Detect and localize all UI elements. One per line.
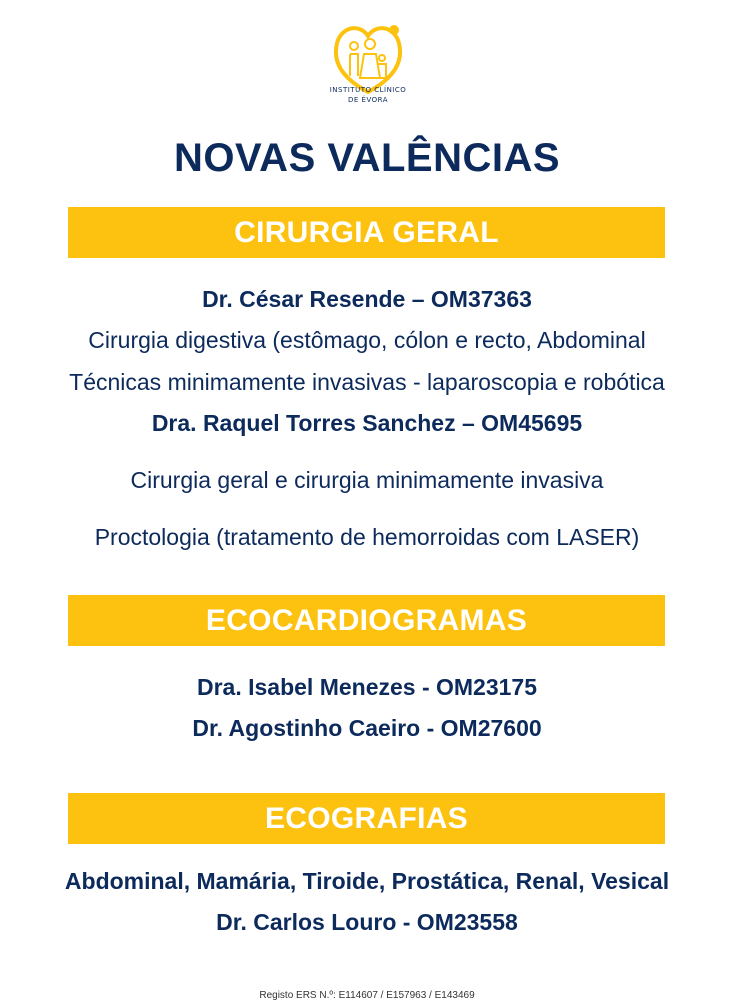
section-banner-ecocardiogramas <box>68 595 665 646</box>
section-banner-ecografias <box>68 793 665 844</box>
section-heading: ECOCARDIOGRAMAS <box>205 604 528 637</box>
specialty-line: Cirurgia geral e cirurgia minimamente invasiva <box>130 467 604 493</box>
specialty-line: Cirurgia digestiva (estômago, cólon e recto, Abdominal <box>88 327 646 353</box>
doctor-name: Dr. Carlos Louro - OM23558 <box>216 909 518 935</box>
section-heading: ECOGRAFIAS <box>264 802 468 835</box>
exam-types: Abdominal, Mamária, Tiroide, Prostática, Renal, Vesical <box>64 868 670 894</box>
logo <box>318 18 418 108</box>
logo-emblem-icon <box>318 18 418 96</box>
doctor-name: Dra. Isabel Menezes - OM23175 <box>196 674 538 700</box>
page-title: NOVAS VALÊNCIAS <box>173 136 561 180</box>
section-heading: CIRURGIA GERAL <box>234 216 499 249</box>
specialty-line: Técnicas minimamente invasivas - laparoscopia e robótica <box>69 369 665 395</box>
doctor-name: Dr. Agostinho Caeiro - OM27600 <box>192 715 542 741</box>
logo-text-line1: INSTITUTO CLÍNICO <box>329 86 407 94</box>
registration-footer: Registo ERS N.º: E114607 / E157963 / E143469 <box>259 990 475 1001</box>
logo-text-line2: DE ÉVORA <box>347 96 388 104</box>
doctor-name: Dr. César Resende – OM37363 <box>202 286 532 312</box>
doctor-name: Dra. Raquel Torres Sanchez – OM45695 <box>151 410 583 436</box>
specialty-line: Proctologia (tratamento de hemorroidas com LASER) <box>94 524 640 550</box>
section-banner-cirurgia-geral <box>68 207 665 258</box>
